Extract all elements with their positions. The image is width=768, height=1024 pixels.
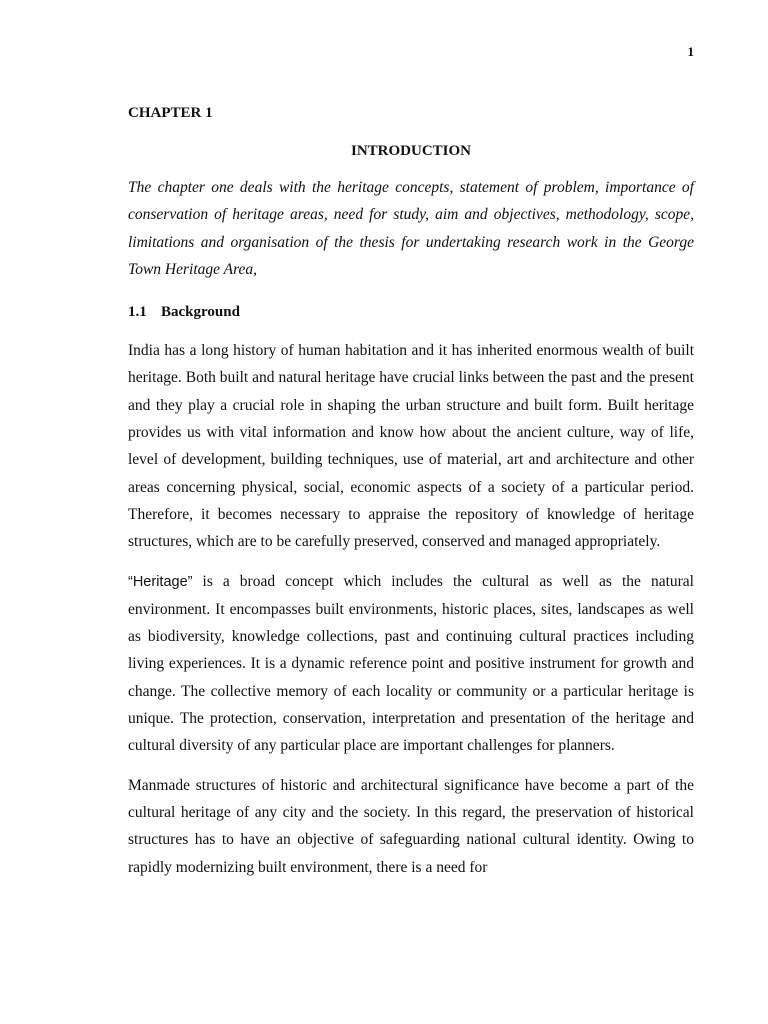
chapter-abstract: The chapter one deals with the heritage concepts, statement of problem, importance of conservation of heritage areas, need for study, aim and objectives, methodology, scope, limitations and organisation of the thesis for undertaking research work in the George Town Heritage Area, bbox=[128, 179, 694, 278]
paragraph-background-3: Manmade structures of historic and architectural significance have become a part of the cultural heritage of any city and the society. In this regard, the preservation of historical structures has to have an objective of safeguarding national cultural identity. Owing to rapidly modernizing built environment, there is a need for bbox=[128, 776, 694, 876]
heritage-term: “Heritage” bbox=[128, 573, 193, 590]
paragraph-background-2-text: is a broad concept which includes the cultural as well as the natural environment. It encompasses built environments, historic places, sites, landscapes as well as biodiversity, knowledge collections, past and continuing cultural practices including living experiences. It is a dynamic reference point and positive instrument for growth and change. The collective memory of each locality or community or a particular heritage is unique. The protection, conservation, interpretation and presentation of the heritage and cultural diversity of any particular place are important challenges for planners. bbox=[128, 572, 694, 755]
section-number: 1.1 bbox=[128, 304, 147, 321]
chapter-title: INTRODUCTION bbox=[350, 143, 471, 159]
paragraph-background-1: India has a long history of human habitation and it has inherited enormous wealth of built heritage. Both built and natural heritage have crucial links between the past and the present and they play a crucial role in shaping the urban structure and built form. Built heritage provides us with vital information and know how about the ancient culture, way of life, level of development, building techniques, use of material, art and architecture and other areas concerning physical, social, economic aspects of a society of a particular period. Therefore, it becomes necessary to appraise the repository of knowledge of heritage structures, which are to be carefully preserved, conserved and managed appropriately. bbox=[128, 342, 694, 551]
chapter-label: CHAPTER 1 bbox=[128, 105, 213, 121]
page-number: 1 bbox=[687, 44, 694, 59]
section-heading bbox=[128, 299, 694, 325]
paragraph-background-2 bbox=[128, 568, 694, 760]
section-title: Background bbox=[161, 304, 240, 321]
page-content bbox=[128, 100, 694, 881]
